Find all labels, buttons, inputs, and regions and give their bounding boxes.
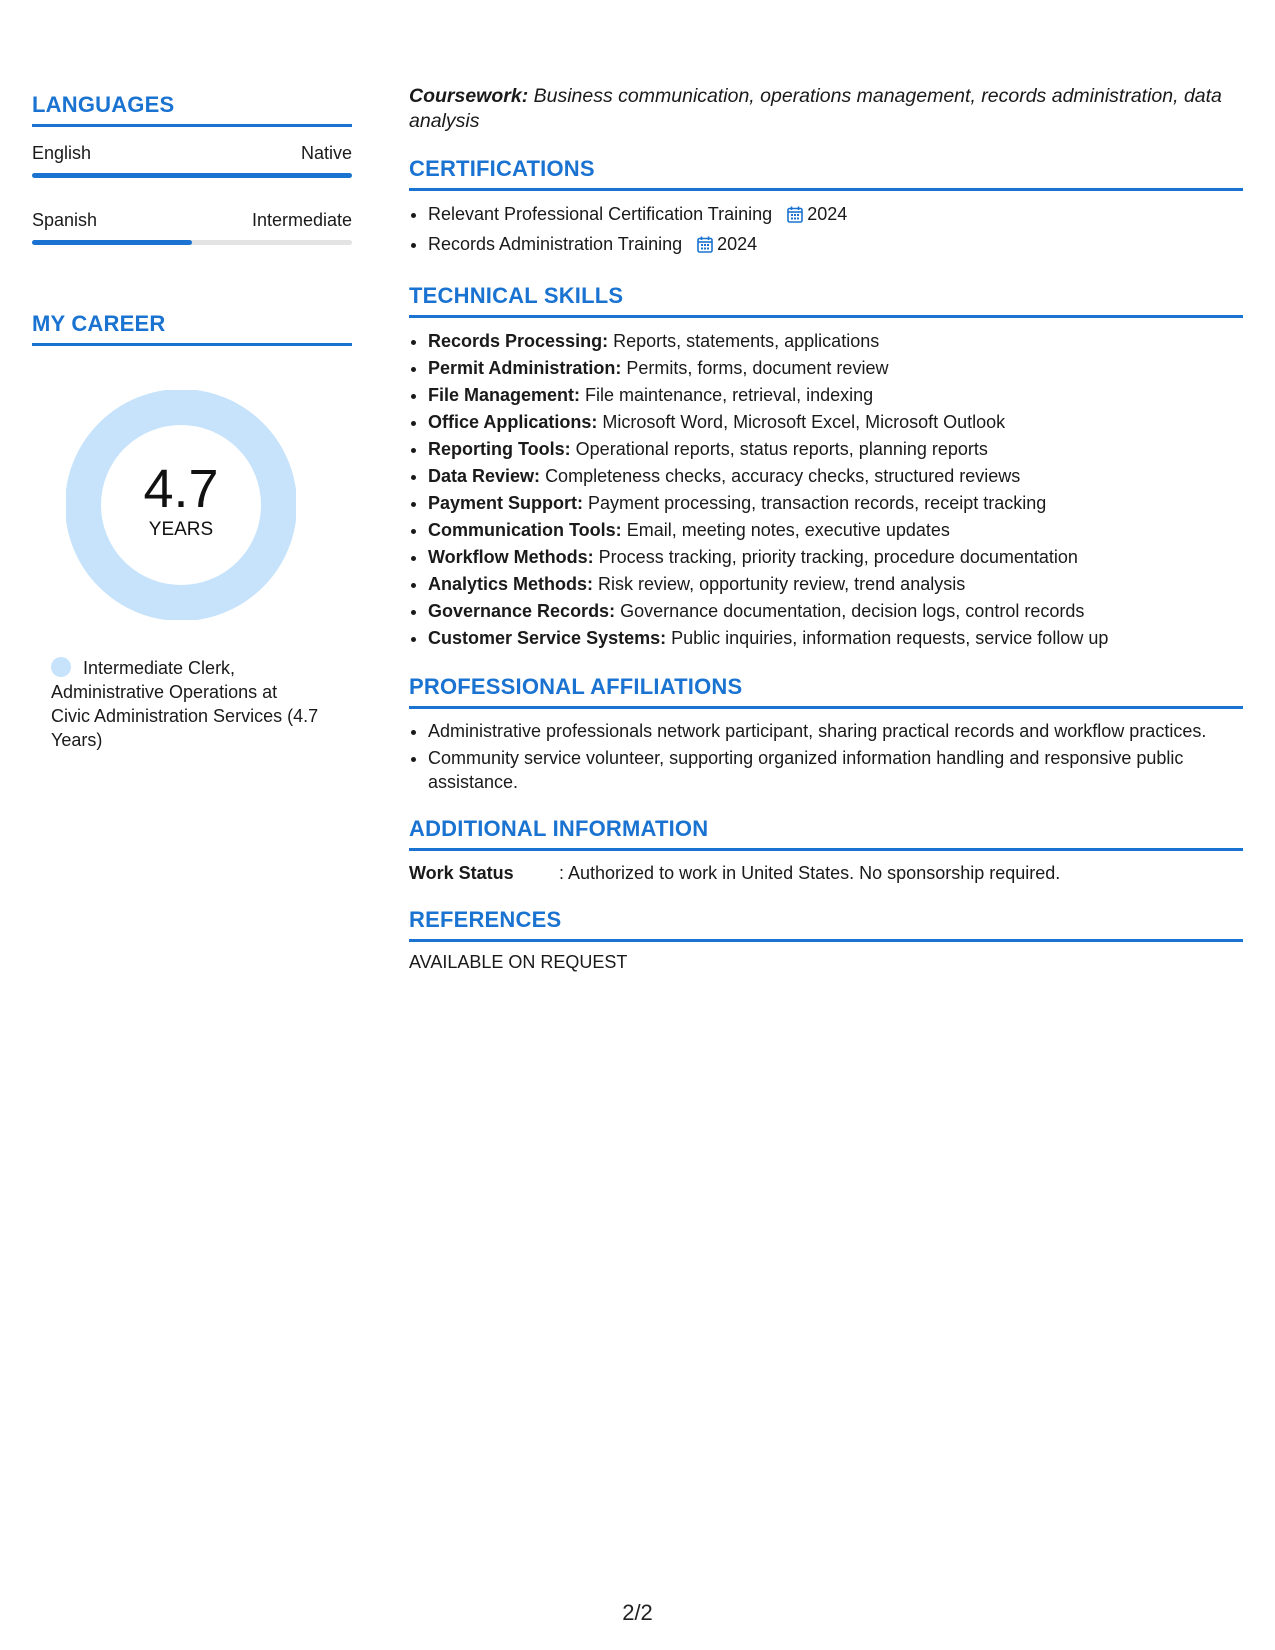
- language-level: Native: [300, 143, 352, 163]
- language-english: [32, 141, 352, 178]
- skill-item: [428, 382, 1243, 409]
- skill-text: Permits, forms, document review: [626, 358, 889, 378]
- language-proficiency-fill: [32, 173, 352, 178]
- skill-label: Analytics Methods:: [428, 574, 594, 594]
- references-section: [409, 907, 1243, 973]
- certification-year: 2024: [717, 234, 758, 254]
- skill-text: Reports, statements, applications: [613, 331, 880, 351]
- career-total-unit: YEARS: [148, 519, 214, 540]
- certifications-title: CERTIFICATIONS: [409, 156, 1243, 191]
- skill-label: Records Processing:: [428, 331, 609, 351]
- work-status-row: [409, 861, 1243, 885]
- additional-info-title: ADDITIONAL INFORMATION: [409, 816, 1243, 851]
- language-spanish: [32, 208, 352, 245]
- skill-item: [428, 490, 1243, 517]
- career-title: MY CAREER: [32, 311, 352, 346]
- technical-skills-list: [409, 328, 1243, 652]
- references-text: AVAILABLE ON REQUEST: [409, 952, 628, 972]
- skill-item: [428, 571, 1243, 598]
- skill-label: Communication Tools:: [428, 520, 622, 540]
- skill-text: Risk review, opportunity review, trend analysis: [598, 574, 966, 594]
- skill-item: [428, 409, 1243, 436]
- left-column: [32, 92, 352, 752]
- skill-label: File Management:: [428, 385, 581, 405]
- skill-item: [428, 328, 1243, 355]
- references-title: REFERENCES: [409, 907, 1243, 942]
- skill-label: Payment Support:: [428, 493, 584, 513]
- language-proficiency-bar: [32, 173, 352, 178]
- skill-text: Email, meeting notes, executive updates: [626, 520, 950, 540]
- technical-skills-section: [409, 283, 1243, 652]
- certification-year: 2024: [807, 204, 848, 224]
- right-column: [409, 84, 1243, 973]
- career-legend-item: [51, 656, 321, 752]
- skill-text: Completeness checks, accuracy checks, structured reviews: [545, 466, 1021, 486]
- skill-label: Workflow Methods:: [428, 547, 594, 567]
- work-status-value: : Authorized to work in United States. No sponsorship required.: [559, 863, 1061, 883]
- certifications-list: [409, 201, 1243, 261]
- page-number: 2/2: [622, 1600, 653, 1625]
- language-proficiency-fill: [32, 240, 192, 245]
- skill-text: Process tracking, priority tracking, procedure documentation: [598, 547, 1078, 567]
- skill-label: Permit Administration:: [428, 358, 622, 378]
- skill-label: Data Review:: [428, 466, 541, 486]
- skill-text: Payment processing, transaction records, receipt tracking: [588, 493, 1047, 513]
- language-proficiency-bar: [32, 240, 352, 245]
- skill-text: Operational reports, status reports, planning reports: [575, 439, 988, 459]
- skill-text: Microsoft Word, Microsoft Excel, Microsoft Outlook: [602, 412, 1006, 432]
- affiliations-title: PROFESSIONAL AFFILIATIONS: [409, 674, 1243, 709]
- coursework-text: Business communication, operations management, records administration, data analysis: [409, 85, 1222, 132]
- affiliation-item: • Community service volunteer, supporting organized information handling and responsive public assistance.: [428, 746, 1243, 794]
- skill-label: Governance Records:: [428, 601, 616, 621]
- affiliations-list: [409, 719, 1243, 794]
- skill-item: [428, 355, 1243, 382]
- work-status-label: Work Status: [409, 863, 514, 883]
- skill-item: [428, 517, 1243, 544]
- legend-dot-icon: [51, 657, 71, 677]
- career-legend-label: Intermediate Clerk, Administrative Operations at Civic Administration Services (4.7 Years): [51, 658, 319, 750]
- skill-text: File maintenance, retrieval, indexing: [585, 385, 874, 405]
- coursework: [409, 84, 1243, 134]
- additional-info-section: [409, 816, 1243, 885]
- calendar-icon: [697, 234, 713, 261]
- skill-item: [428, 436, 1243, 463]
- career-donut-chart: [66, 390, 296, 620]
- skill-item: [428, 544, 1243, 571]
- skill-item: [428, 625, 1243, 652]
- language-level: Intermediate: [251, 210, 352, 230]
- affiliations-section: [409, 674, 1243, 794]
- skill-label: Reporting Tools:: [428, 439, 571, 459]
- skill-item: [428, 463, 1243, 490]
- certifications-section: [409, 156, 1243, 261]
- skill-item: [428, 598, 1243, 625]
- skill-label: Customer Service Systems:: [428, 628, 667, 648]
- certification-name: Records Administration Training: [428, 234, 683, 254]
- affiliation-item: • Administrative professionals network participant, sharing practical records and workflow practices.: [428, 719, 1243, 743]
- skill-text: Governance documentation, decision logs, control records: [620, 601, 1085, 621]
- calendar-icon: [787, 204, 803, 231]
- coursework-label: Coursework:: [409, 85, 529, 107]
- skill-text: Public inquiries, information requests, service follow up: [671, 628, 1109, 648]
- career-section: [32, 311, 352, 752]
- skill-label: Office Applications:: [428, 412, 598, 432]
- certification-item: [428, 231, 1243, 261]
- technical-skills-title: TECHNICAL SKILLS: [409, 283, 1243, 318]
- language-name: English: [32, 143, 92, 163]
- career-total-years: 4.7: [143, 459, 219, 519]
- languages-title: LANGUAGES: [32, 92, 352, 127]
- certification-item: [428, 201, 1243, 231]
- certification-name: Relevant Professional Certification Training: [428, 204, 773, 224]
- language-name: Spanish: [32, 210, 98, 230]
